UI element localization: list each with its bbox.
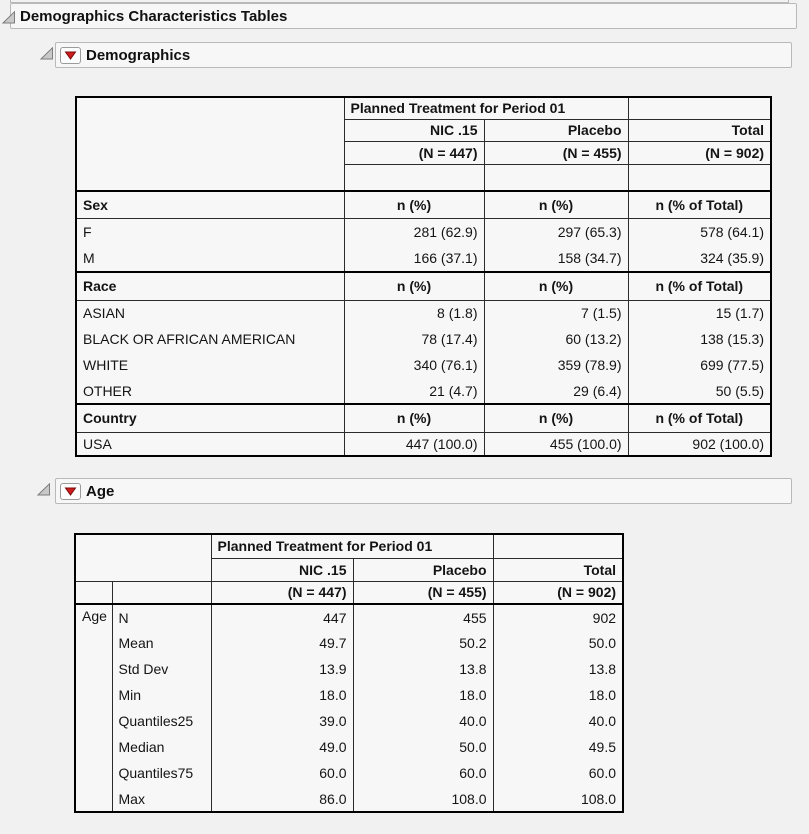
- spacer-cell: [484, 164, 628, 191]
- stat-label: Quantiles25: [112, 708, 211, 734]
- value-cell: 297 (65.3): [484, 218, 628, 245]
- age-table: [74, 533, 624, 813]
- group-label: Country: [76, 404, 344, 432]
- value-cell: 21 (4.7): [344, 378, 484, 404]
- row-label: WHITE: [83, 357, 129, 373]
- row-label: BLACK OR AFRICAN AMERICAN: [83, 331, 296, 347]
- stat-header: n (%): [344, 191, 484, 218]
- value-cell: 340 (76.1): [344, 352, 484, 378]
- value-cell: 50.0: [493, 630, 623, 656]
- section-title-demographics: Demographics: [86, 46, 191, 64]
- value-cell: 902 (100.0): [628, 432, 771, 456]
- n-count-cell: (N = 902): [628, 141, 771, 164]
- disclosure-triangle-icon[interactable]: [2, 11, 16, 24]
- column-header: Total: [628, 119, 771, 141]
- table-row: [75, 734, 623, 760]
- table-row: [76, 97, 771, 119]
- stat-header: n (%): [484, 404, 628, 432]
- value-cell: 455: [353, 604, 493, 630]
- red-triangle-menu-button[interactable]: [60, 483, 81, 500]
- stat-label: Median: [112, 734, 211, 760]
- stat-label: Quantiles75: [112, 760, 211, 786]
- value-cell: 60.0: [493, 760, 623, 786]
- table-row: [76, 191, 771, 218]
- table-row: [75, 786, 623, 812]
- table-row: [76, 272, 771, 300]
- value-cell: 39.0: [211, 708, 353, 734]
- n-count-cell: (N = 902): [493, 581, 623, 604]
- value-cell: 49.7: [211, 630, 353, 656]
- value-cell: 18.0: [353, 682, 493, 708]
- value-cell: 18.0: [493, 682, 623, 708]
- value-cell: 166 (37.1): [344, 245, 484, 272]
- table-row: [75, 581, 623, 604]
- spacer-cell: [344, 164, 484, 191]
- table-row: [76, 432, 771, 456]
- outline-bar-demographics[interactable]: [55, 42, 792, 68]
- value-cell: 324 (35.9): [628, 245, 771, 272]
- value-cell: 13.9: [211, 656, 353, 682]
- value-cell: 359 (78.9): [484, 352, 628, 378]
- stat-label: Std Dev: [112, 656, 211, 682]
- stat-header: n (%): [484, 272, 628, 300]
- n-count-cell: (N = 447): [211, 581, 353, 604]
- column-header: Total: [493, 558, 623, 581]
- stat-label: N: [112, 604, 211, 630]
- table-row: [75, 682, 623, 708]
- empty-header-cell: [75, 581, 112, 604]
- outline-bar-age[interactable]: [55, 478, 792, 504]
- column-header: Placebo: [484, 119, 628, 141]
- table-row: [75, 604, 623, 630]
- value-cell: 60.0: [353, 760, 493, 786]
- value-cell: 7 (1.5): [484, 300, 628, 326]
- stat-header: n (%): [344, 404, 484, 432]
- value-cell: 578 (64.1): [628, 218, 771, 245]
- table-row: [75, 630, 623, 656]
- value-cell: 902: [493, 604, 623, 630]
- table-row: [76, 404, 771, 432]
- value-cell: 13.8: [353, 656, 493, 682]
- stat-label: Mean: [112, 630, 211, 656]
- n-count-cell: (N = 447): [344, 141, 484, 164]
- row-label: ASIAN: [83, 305, 126, 322]
- column-header: Placebo: [353, 558, 493, 581]
- row-label: M: [83, 250, 95, 266]
- column-spanner: Planned Treatment for Period 01: [344, 97, 628, 119]
- empty-header-cell: [76, 97, 344, 191]
- value-cell: 8 (1.8): [344, 300, 484, 326]
- table-row: [75, 534, 623, 558]
- stat-header: n (% of Total): [628, 191, 771, 218]
- value-cell: 447 (100.0): [344, 432, 484, 456]
- table-row: [76, 218, 771, 245]
- value-cell: 13.8: [493, 656, 623, 682]
- value-cell: 108.0: [493, 786, 623, 812]
- column-spanner: Planned Treatment for Period 01: [211, 534, 493, 558]
- value-cell: 29 (6.4): [484, 378, 628, 404]
- group-label: Sex: [76, 191, 344, 218]
- value-cell: 18.0: [211, 682, 353, 708]
- group-label: Race: [76, 272, 344, 300]
- page-title: Demographics Characteristics Tables: [20, 7, 288, 25]
- value-cell: 50 (5.5): [628, 378, 771, 404]
- disclosure-triangle-icon[interactable]: [37, 483, 51, 496]
- value-cell: 15 (1.7): [628, 300, 771, 326]
- empty-header-cell: [628, 97, 771, 119]
- value-cell: 40.0: [353, 708, 493, 734]
- value-cell: 60 (13.2): [484, 326, 628, 352]
- red-triangle-icon: [64, 486, 77, 497]
- table-row: [76, 245, 771, 272]
- value-cell: 699 (77.5): [628, 352, 771, 378]
- empty-header-cell: [112, 581, 211, 604]
- value-cell: 50.2: [353, 630, 493, 656]
- column-header: NIC .15: [344, 119, 484, 141]
- table-row: [75, 708, 623, 734]
- value-cell: 49.0: [211, 734, 353, 760]
- row-group-label: Age: [82, 608, 107, 624]
- value-cell: 40.0: [493, 708, 623, 734]
- value-cell: 86.0: [211, 786, 353, 812]
- n-count-cell: (N = 455): [484, 141, 628, 164]
- stat-label: Min: [112, 682, 211, 708]
- stat-header: n (%): [484, 191, 628, 218]
- spacer-cell: [628, 164, 771, 191]
- disclosure-triangle-icon[interactable]: [40, 47, 54, 60]
- value-cell: 78 (17.4): [344, 326, 484, 352]
- stat-header: n (% of Total): [628, 404, 771, 432]
- stat-label: Max: [112, 786, 211, 812]
- column-header: NIC .15: [211, 558, 353, 581]
- table-row: [76, 300, 771, 326]
- value-cell: 60.0: [211, 760, 353, 786]
- value-cell: 138 (15.3): [628, 326, 771, 352]
- n-count-cell: (N = 455): [353, 581, 493, 604]
- row-label: OTHER: [83, 382, 132, 399]
- value-cell: 49.5: [493, 734, 623, 760]
- value-cell: 50.0: [353, 734, 493, 760]
- table-row: [75, 656, 623, 682]
- value-cell: 455 (100.0): [484, 432, 628, 456]
- value-cell: 108.0: [353, 786, 493, 812]
- value-cell: 158 (34.7): [484, 245, 628, 272]
- section-title-age: Age: [86, 482, 115, 500]
- empty-header-cell: [75, 534, 211, 581]
- stat-header: n (%): [344, 272, 484, 300]
- table-row: [76, 352, 771, 378]
- table-row: [76, 326, 771, 352]
- red-triangle-menu-button[interactable]: [60, 47, 81, 64]
- table-row: [75, 760, 623, 786]
- value-cell: 281 (62.9): [344, 218, 484, 245]
- demographics-table: [75, 96, 772, 457]
- empty-header-cell: [493, 534, 623, 558]
- stat-header: n (% of Total): [628, 272, 771, 300]
- row-label: F: [83, 223, 92, 240]
- red-triangle-icon: [64, 50, 77, 61]
- row-label: USA: [83, 435, 112, 452]
- table-row: [76, 378, 771, 404]
- value-cell: 447: [211, 604, 353, 630]
- outline-bar-demographics-characteristics-tables[interactable]: [10, 3, 797, 29]
